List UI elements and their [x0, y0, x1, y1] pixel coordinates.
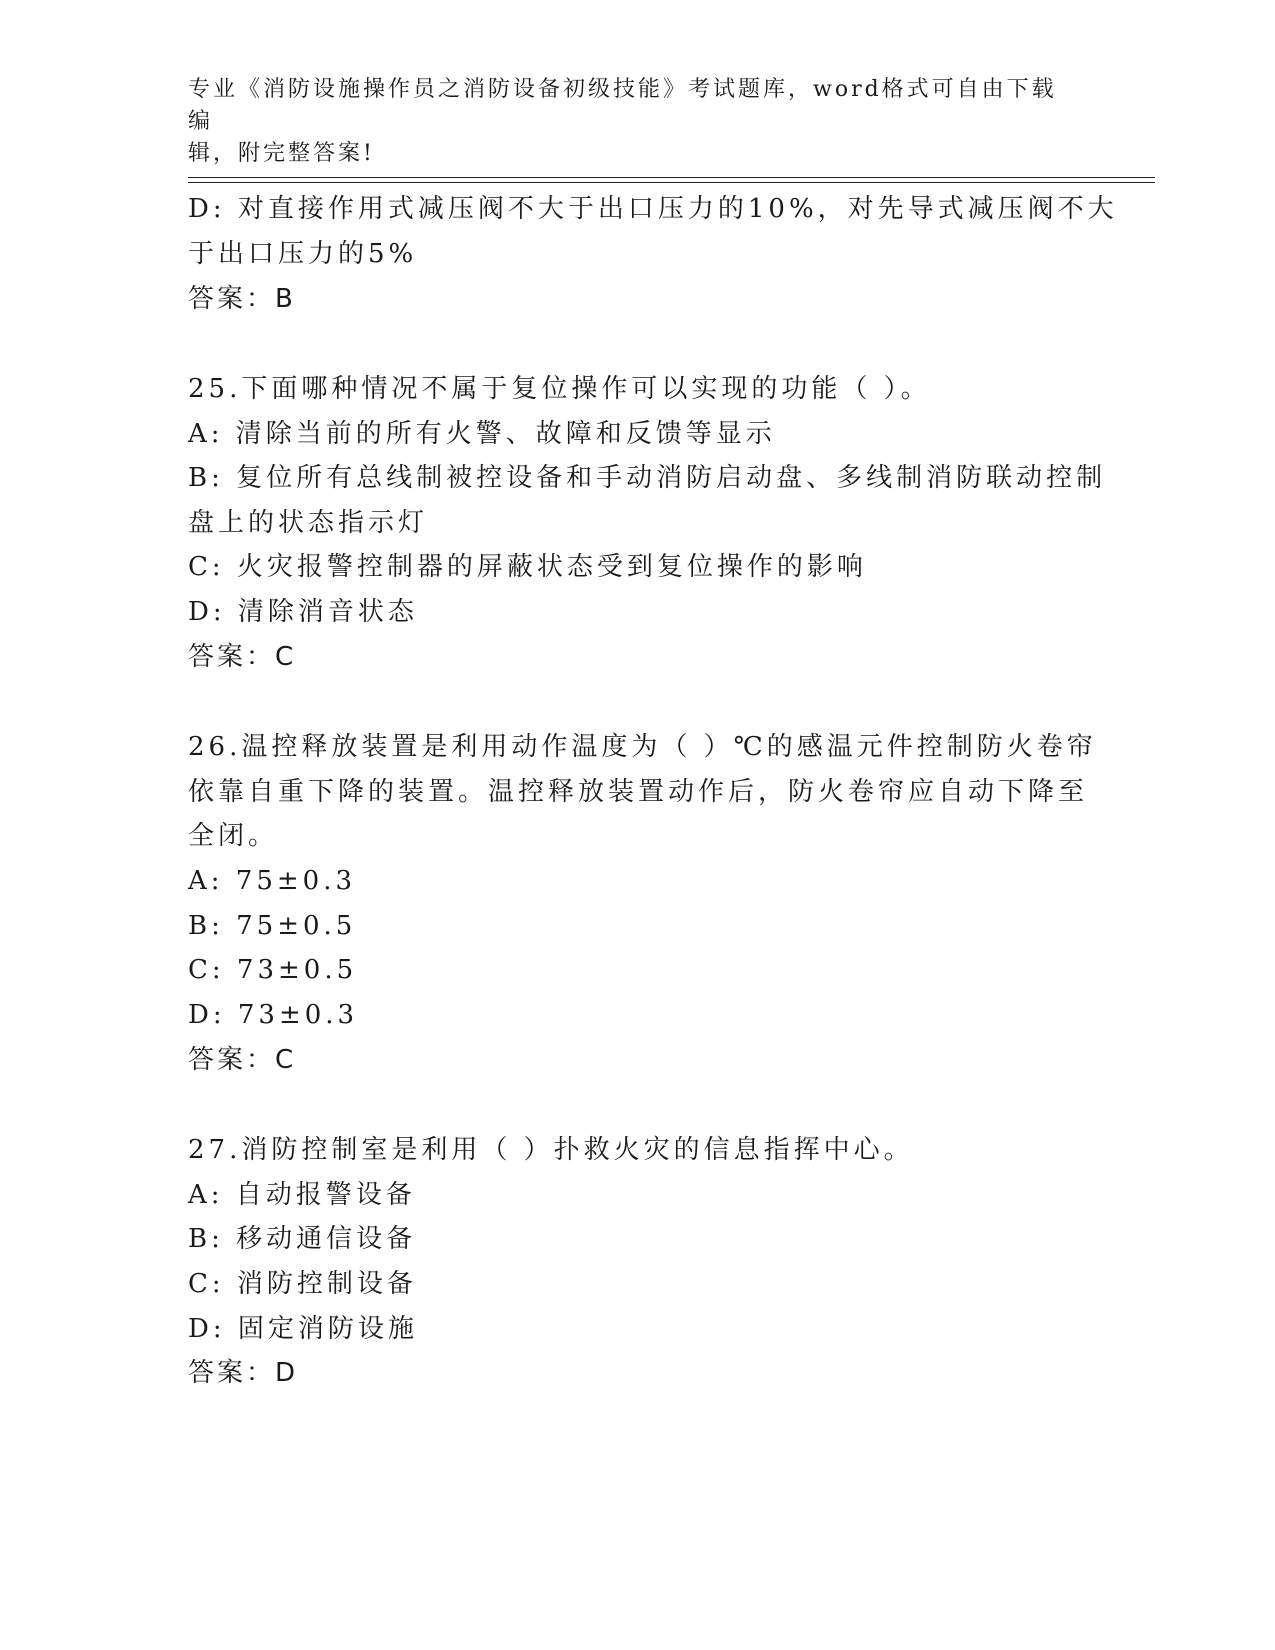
q26-answer: 答案：C [188, 1045, 297, 1075]
prev-option-d-line-2: 于出口压力的5% [188, 239, 418, 269]
q26-option-a: A: 75±0.3 [188, 866, 357, 896]
header-rule-bottom [188, 182, 1155, 183]
prev-answer: 答案：B [188, 284, 296, 314]
q26-stem-line-2: 依靠自重下降的装置。温控释放装置动作后，防火卷帘应自动下降至 [188, 777, 1089, 807]
q25-answer: 答案：C [188, 642, 297, 672]
q26-option-d: D: 73±0.3 [188, 1000, 359, 1030]
q27-option-b: B: 移动通信设备 [188, 1224, 417, 1254]
q27-option-a: A: 自动报警设备 [188, 1180, 416, 1210]
header-rule-top [188, 177, 1155, 178]
q26-stem-line-3: 全闭。 [188, 821, 279, 851]
q25-option-a: A: 清除当前的所有火警、故障和反馈等显示 [188, 419, 776, 449]
page-header [188, 74, 1068, 170]
q27-option-c: C: 消防控制设备 [188, 1269, 417, 1299]
q27-option-d: D: 固定消防设施 [188, 1314, 418, 1344]
q25-option-b-line-1: B: 复位所有总线制被控设备和手动消防启动盘、多线制消防联动控制 [188, 463, 1107, 493]
q26-option-b: B: 75±0.5 [188, 911, 357, 941]
q27-answer: 答案：D [188, 1358, 299, 1388]
q25-option-d: D: 清除消音状态 [188, 597, 418, 627]
q25-stem: 25.下面哪种情况不属于复位操作可以实现的功能（ ）。 [188, 374, 931, 404]
q26-option-c: C: 73±0.5 [188, 955, 358, 985]
q27-stem: 27.消防控制室是利用（ ）扑救火灾的信息指挥中心。 [188, 1135, 914, 1165]
q25-option-c: C: 火灾报警控制器的屏蔽状态受到复位操作的影响 [188, 552, 867, 582]
q26-stem-line-1: 26.温控释放装置是利用动作温度为（ ）℃的感温元件控制防火卷帘 [188, 732, 1097, 762]
header-line-2: 辑，附完整答案! [188, 141, 375, 166]
prev-option-d-line-1: D: 对直接作用式减压阀不大于出口压力的10%，对先导式减压阀不大 [188, 194, 1118, 224]
header-line-1: 专业《消防设施操作员之消防设备初级技能》考试题库，word格式可自由下载编 [188, 77, 1057, 134]
q25-option-b-line-2: 盘上的状态指示灯 [188, 508, 429, 538]
